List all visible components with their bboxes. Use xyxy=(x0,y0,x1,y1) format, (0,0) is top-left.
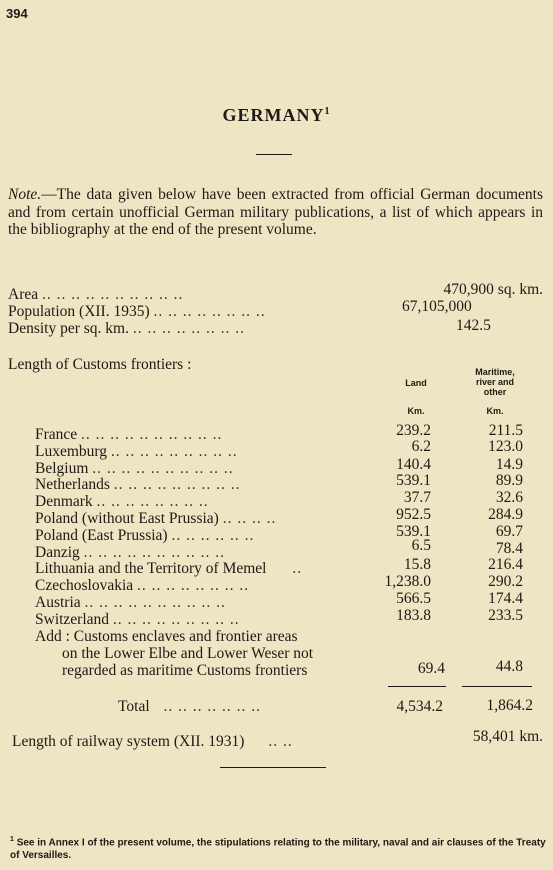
footnote-mark: 1 xyxy=(10,836,14,843)
maritime-value: 89.9 xyxy=(495,472,523,489)
maritime-value: 290.2 xyxy=(488,573,523,590)
footnote xyxy=(10,833,548,862)
maritime-value: 32.6 xyxy=(495,489,523,506)
table-row-label: Poland (East Prussia) .. .. .. .. .. .. xyxy=(35,527,255,544)
note-text: —The data given below have been extracted from official German documents and from certain unofficial German military publications, a list of which appears in the bibliography at the end of the present volume. xyxy=(8,186,543,238)
maritime-value: 284.9 xyxy=(488,506,523,523)
density-value: 142.5 xyxy=(456,317,491,334)
maritime-value: 78.4 xyxy=(495,540,523,557)
land-value: 239.2 xyxy=(396,422,431,439)
footnote-text: See in Annex I of the present volume, the stipulations relating to the military, naval and air clauses of the Treaty of Versailles. xyxy=(10,837,546,862)
maritime-value: 69.7 xyxy=(495,523,523,540)
population-value: 67,105,000 xyxy=(402,298,472,315)
land-value: 566.5 xyxy=(396,590,431,607)
table-row-label: Belgium .. .. .. .. .. .. .. .. .. .. xyxy=(35,460,234,477)
land-value: 183.8 xyxy=(396,607,431,624)
land-value: 539.1 xyxy=(396,472,431,489)
land-value: 1,238.0 xyxy=(384,573,431,590)
railway-value: 58,401 km. xyxy=(472,728,543,745)
maritime-value: 123.0 xyxy=(488,438,523,455)
railway-label: Length of railway system (XII. 1931) .. .. xyxy=(12,733,293,750)
maritime-column-header: Maritime, river and other xyxy=(475,367,515,397)
land-value: 539.1 xyxy=(396,523,431,540)
add-line-3: regarded as maritime Customs frontiers xyxy=(62,662,308,679)
land-value: 952.5 xyxy=(396,506,431,523)
add-line-1: Add : Customs enclaves and frontier areas xyxy=(35,628,298,645)
table-row-label: Danzig .. .. .. .. .. .. .. .. .. .. xyxy=(35,544,226,561)
maritime-unit: Km. xyxy=(486,406,504,416)
land-value: 6.2 xyxy=(411,438,431,455)
end-rule xyxy=(220,767,326,768)
area-value: 470,900 sq. km. xyxy=(443,281,543,298)
total-rule-land xyxy=(388,686,446,687)
add-land-value: 69.4 xyxy=(417,660,445,677)
maritime-value: 14.9 xyxy=(495,456,523,473)
title-text: GERMANY xyxy=(222,105,325,125)
maritime-value: 233.5 xyxy=(488,607,523,624)
land-value: 37.7 xyxy=(403,489,431,506)
title-rule xyxy=(256,154,292,155)
add-line-2: on the Lower Elbe and Lower Weser not xyxy=(62,645,314,662)
land-value: 6.5 xyxy=(411,537,431,554)
land-value: 15.8 xyxy=(403,556,431,573)
land-column-header: Land xyxy=(405,378,427,388)
table-row-label: Denmark .. .. .. .. .. .. .. .. xyxy=(35,493,209,510)
table-row-label: France .. .. .. .. .. .. .. .. .. .. xyxy=(35,426,223,443)
note-label: Note. xyxy=(8,186,42,203)
total-label: Total .. .. .. .. .. .. .. xyxy=(118,698,262,715)
population-label: Population (XII. 1935) .. .. .. .. .. .. .. .. xyxy=(8,303,266,320)
total-maritime-value: 1,864.2 xyxy=(486,697,533,714)
maritime-value: 216.4 xyxy=(488,556,523,573)
density-label: Density per sq. km. .. .. .. .. .. .. .. .. xyxy=(8,320,245,337)
table-row-label: Luxemburg .. .. .. .. .. .. .. .. .. xyxy=(35,443,238,460)
footnote-marker: 1 xyxy=(324,106,331,117)
maritime-value: 211.5 xyxy=(488,422,523,439)
add-maritime-value: 44.8 xyxy=(495,658,523,675)
table-row-label: Netherlands .. .. .. .. .. .. .. .. .. xyxy=(35,476,241,493)
land-value: 140.4 xyxy=(396,456,431,473)
customs-heading: Length of Customs frontiers : xyxy=(8,356,192,373)
total-land-value: 4,534.2 xyxy=(396,698,443,715)
page-number: 394 xyxy=(6,6,28,21)
table-row-label: Austria .. .. .. .. .. .. .. .. .. .. xyxy=(35,594,226,611)
table-row-label: Switzerland .. .. .. .. .. .. .. .. .. xyxy=(35,611,240,628)
table-row-label: Czechoslovakia .. .. .. .. .. .. .. .. xyxy=(35,577,250,594)
area-label: Area .. .. .. .. .. .. .. .. .. .. xyxy=(8,286,184,303)
page-title xyxy=(0,105,553,126)
maritime-value: 174.4 xyxy=(488,590,523,607)
table-row-label: Poland (without East Prussia) .. .. .. .. xyxy=(35,510,277,527)
land-unit: Km. xyxy=(407,406,425,416)
total-rule-maritime xyxy=(462,686,532,687)
introductory-note xyxy=(8,186,543,239)
table-row-label: Lithuania and the Territory of Memel .. xyxy=(35,560,303,577)
